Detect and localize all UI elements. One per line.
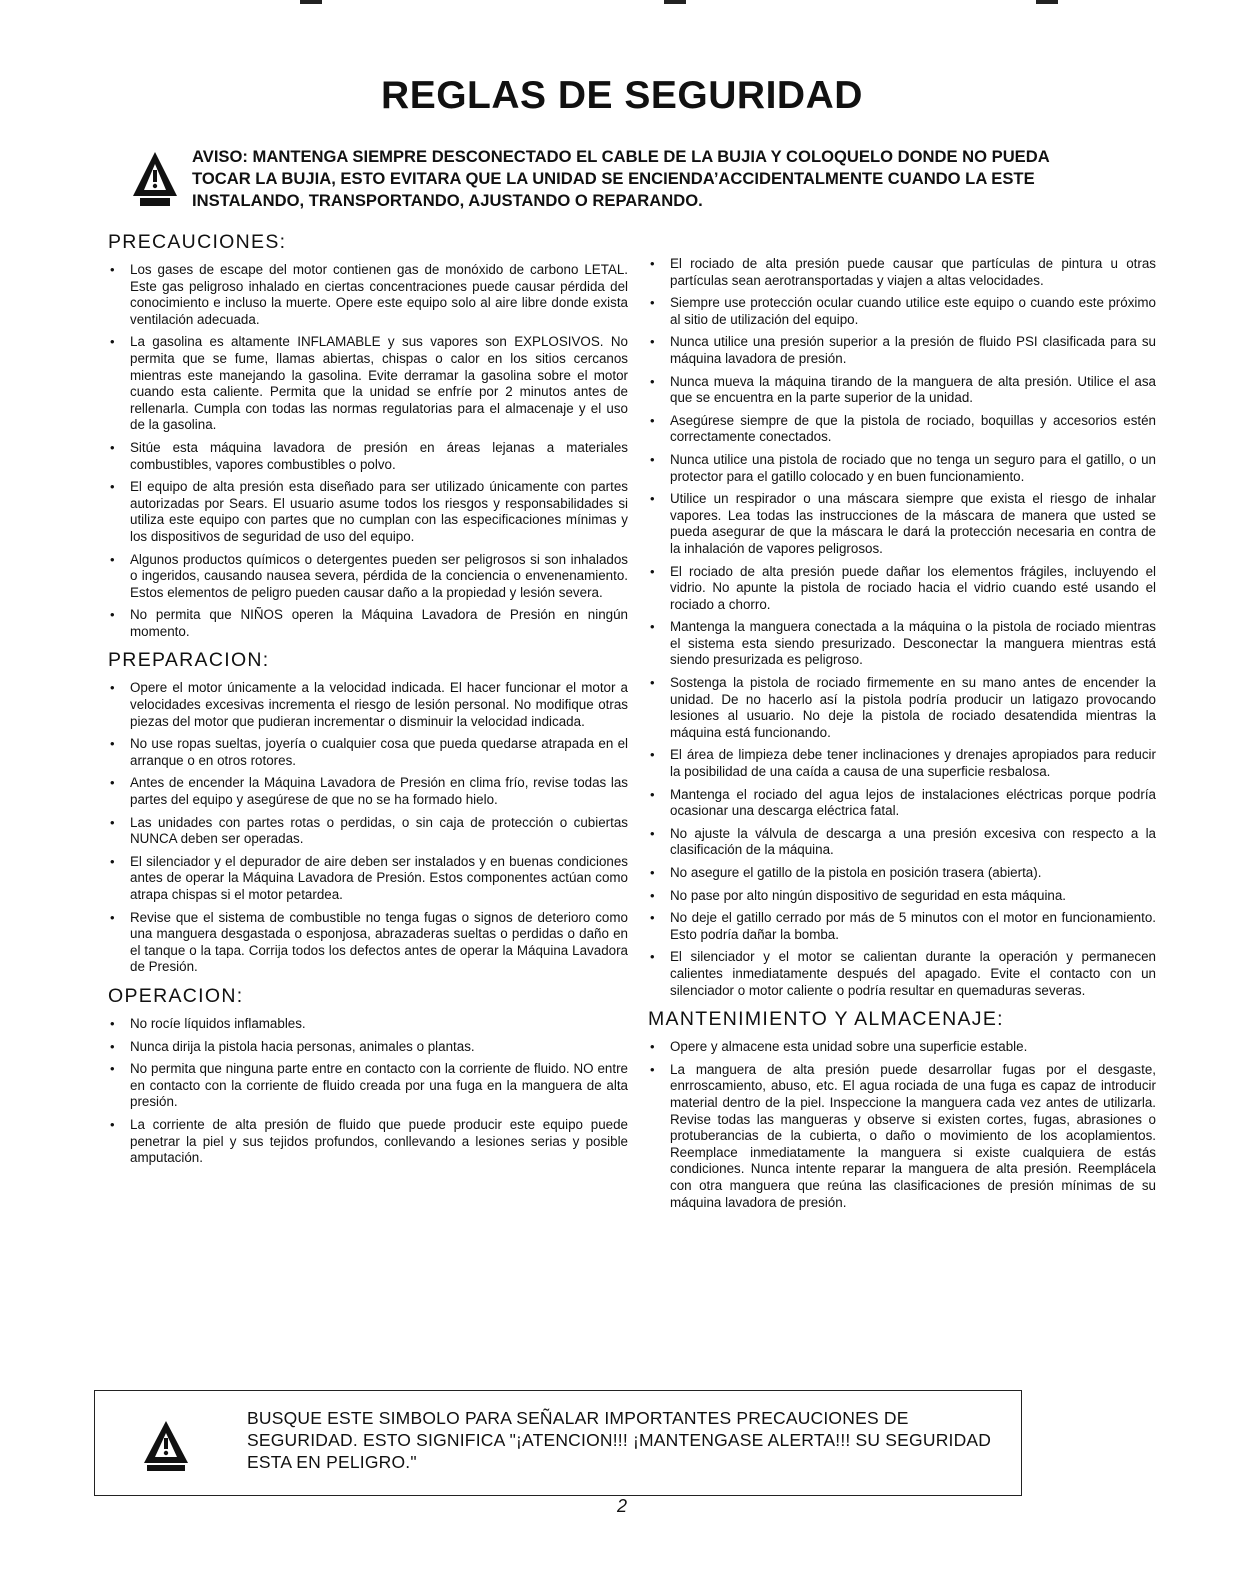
list-item: • Sostenga la pistola de rociado firmemente en su mano antes de encender la unidad. De no hacerlo así la pistola podría producir un latigazo provocando lesiones al usuario. No deje la pistola de rociado desatendida mientras la máquina está funcionando.	[648, 675, 1156, 741]
page-registration-marks	[0, 0, 1244, 10]
list-item: • Las unidades con partes rotas o perdidas, o sin caja de protección o cubiertas NUNCA deben ser operadas.	[108, 815, 628, 848]
list-item: • El área de limpieza debe tener inclinaciones y drenajes apropiados para reducir la posibilidad de una caída a causa de una superficie resbalosa.	[648, 747, 1156, 780]
section-heading: PREPARACION:	[108, 649, 270, 672]
list-item: • Los gases de escape del motor contienen gas de monóxido de carbono LETAL. Este gas peligroso inhalado en ciertas concentraciones puede causar pérdida del conocimiento e incluso la muerte. Opere este equipo solo al aire libre donde exista ventilación adecuada.	[108, 262, 628, 328]
list-item: • No permita que NIÑOS operen la Máquina Lavadora de Presión en ningún momento.	[108, 607, 628, 640]
right-column	[648, 256, 1156, 1219]
list-item: • No pase por alto ningún dispositivo de seguridad en esta máquina.	[648, 888, 1156, 905]
list-item: • Nunca mueva la máquina tirando de la manguera de alta presión. Utilice el asa que se encuentra en la parte superior de la unidad.	[648, 374, 1156, 407]
list-item: • Nunca utilice una pistola de rociado que no tenga un seguro para el gatillo, o un protector para el gatillo colocado y en buen funcionamiento.	[648, 452, 1156, 485]
list-item: • Utilice un respirador o una máscara siempre que exista el riesgo de inhalar vapores. Lea todas las instrucciones de la máscara de manera que usted se pueda asegurar de que la máscara le dará la protección necesaria en contra de la inhalación de vapores peligrosos.	[648, 491, 1156, 557]
section-operacion-cont	[648, 256, 1156, 999]
list-item: • La corriente de alta presión de fluido que puede producir este equipo puede penetrar la piel y sus tejidos profundos, conllevando a lesiones serias y posible amputación.	[108, 1117, 628, 1167]
section-operacion	[108, 984, 628, 1167]
bullet-list	[108, 262, 628, 640]
list-item: • Asegúrese siempre de que la pistola de rociado, boquillas y accesorios estén correctamente conectados.	[648, 413, 1156, 446]
section-mantenimiento	[648, 1007, 1156, 1211]
list-item: • No ajuste la válvula de descarga a una presión excesiva con respecto a la clasificación de la máquina.	[648, 826, 1156, 859]
left-column	[108, 230, 628, 1175]
list-item: • Nunca dirija la pistola hacia personas, animales o plantas.	[108, 1039, 628, 1056]
registration-mark	[1036, 0, 1058, 4]
list-item: • Antes de encender la Máquina Lavadora de Presión en clima frío, revise todas las partes del equipo y asegúrese de que no se ha formado hielo.	[108, 775, 628, 808]
section-heading: OPERACION:	[108, 984, 244, 1007]
bullet-list	[108, 1016, 628, 1167]
list-item: • Mantenga el rociado del agua lejos de instalaciones eléctricas porque podría ocasionar una descarga eléctrica fatal.	[648, 787, 1156, 820]
section-preparacion	[108, 648, 628, 976]
section-heading: PRECAUCIONES:	[108, 231, 287, 253]
list-item: • No permita que ninguna parte entre en contacto con la corriente de fluido. NO entre en contacto con la corriente de fluido creada por una fuga en la manguera de alta presión.	[108, 1061, 628, 1111]
safety-symbol-text: BUSQUE ESTE SIMBOLO PARA SEÑALAR IMPORTANTES PRECAUCIONES DE SEGURIDAD. ESTO SIGNIFICA "¡ATENCION!!! ¡MANTENGASE ALERTA!!! SU SEGURIDAD ESTA EN PELIGRO."	[247, 1408, 992, 1472]
bullet-list	[108, 680, 628, 976]
page-title: REGLAS DE SEGURIDAD	[381, 74, 863, 117]
list-item: • El silenciador y el motor se calientan durante la operación y permanecen calientes inmediatamente después del apagado. Evite el contacto con un silenciador o motor caliente o podría resultar en quemaduras severas.	[648, 949, 1156, 999]
list-item: • Algunos productos químicos o detergentes pueden ser peligrosos si son inhalados o ingeridos, causando nausea severa, pérdida de la conciencia o envenenamiento. Estos elementos de peligro pueden causar daño a la propiedad y lesión severa.	[108, 552, 628, 602]
page-number: 2	[616, 1496, 627, 1516]
list-item: • No rocíe líquidos inflamables.	[108, 1016, 628, 1033]
safety-symbol-notice	[94, 1390, 1022, 1496]
list-item: • Nunca utilice una presión superior a la presión de fluido PSI clasificada para su máquina lavadora de presión.	[648, 334, 1156, 367]
list-item: • Sitúe esta máquina lavadora de presión en áreas lejanas a materiales combustibles, vapores combustibles o polvo.	[108, 440, 628, 473]
registration-mark	[300, 0, 322, 4]
list-item: • No asegure el gatillo de la pistola en posición trasera (abierta).	[648, 865, 1156, 882]
list-item: • La gasolina es altamente INFLAMABLE y sus vapores son EXPLOSIVOS. No permita que se fume, llamas abiertas, chispas o calor en los sitios cercanos mientras este manejando la gasolina. Evite derramar la gasolina sobre el motor cuando esta caliente. Permita que la unidad se enfríe por 2 minutos antes de rellenarla. Cumpla con todas las normas regulatorias para el almacenaje y el uso de la gasolina.	[108, 334, 628, 434]
list-item: • El silenciador y el depurador de aire deben ser instalados y en buenas condiciones antes de operar la Máquina Lavadora de Presión. Estos componentes actúan como atrapa chispas si el motor petardea.	[108, 854, 628, 904]
bullet-list	[648, 1039, 1156, 1211]
list-item: • El rociado de alta presión puede causar que partículas de pintura u otras partículas sean aerotransportadas y viajen a altas velocidades.	[648, 256, 1156, 289]
warning-triangle-icon	[143, 1419, 189, 1473]
section-precauciones	[108, 230, 628, 640]
list-item: • Opere y almacene esta unidad sobre una superficie estable.	[648, 1039, 1156, 1056]
list-item: • Siempre use protección ocular cuando utilice este equipo o cuando este próximo al sitio de utilización del equipo.	[648, 295, 1156, 328]
list-item: • Opere el motor únicamente a la velocidad indicada. El hacer funcionar el motor a velocidades excesivas incrementa el riesgo de lesión personal. No modifique otras piezas del motor que pudieran incrementar o disminuir la velocidad indicada.	[108, 680, 628, 730]
list-item: • El equipo de alta presión esta diseñado para ser utilizado únicamente con partes autorizadas por Sears. El usuario asume todos los riesgos y responsabilidades si utiliza este equipo con partes que no cumplan con las especificaciones mínimas y los dispositivos de seguridad de uso del equipo.	[108, 479, 628, 545]
list-item: • Mantenga la manguera conectada a la máquina o la pistola de rociado mientras el sistema esta siendo presurizado. Desconectar la manguera mientras está siendo presurizada es peligroso.	[648, 619, 1156, 669]
list-item: • No deje el gatillo cerrado por más de 5 minutos con el motor en funcionamiento. Esto podría dañar la bomba.	[648, 910, 1156, 943]
list-item: • Revise que el sistema de combustible no tenga fugas o signos de deterioro como una manguera desgastada o esponjosa, abrazaderas sueltas o perdidas o daño en el tanque o la tapa. Corrija todos los defectos antes de operar la Máquina Lavadora de Presión.	[108, 910, 628, 976]
registration-mark	[664, 0, 686, 4]
bullet-list	[648, 256, 1156, 999]
list-item: • La manguera de alta presión puede desarrollar fugas por el desgaste, enrroscamiento, abuso, etc. El agua rociada de una fuga es capaz de introducir material dentro de la piel. Inspeccione la manguera cada vez antes de utilizarla. Revise todas las mangueras y observe si existen cortes, fugas, abrasiones o protuberancias de la cubierta, o daño o movimiento de los acoplamientos. Reemplace inmediatamente la manguera si existe cualquiera de estás condiciones. Nunca intente reparar la manguera de alta presión. Reemplácela con otra manguera que reúna las clasificaciones de presión mínimas de su máquina lavadora de presión.	[648, 1062, 1156, 1211]
section-heading: MANTENIMIENTO Y ALMACENAJE:	[648, 1008, 1004, 1031]
warning-notice	[132, 146, 1112, 212]
warning-text: AVISO: MANTENGA SIEMPRE DESCONECTADO EL CABLE DE LA BUJIA Y COLOQUELO DONDE NO PUEDA TOCAR LA BUJIA, ESTO EVITARA QUE LA UNIDAD SE ENCIENDA’ACCIDENTALMENTE CUANDO LA ESTE INSTALANDO, TRANSPORTANDO, AJUSTANDO O REPARANDO.	[192, 147, 1050, 210]
list-item: • No use ropas sueltas, joyería o cualquier cosa que pueda quedarse atrapada en el arranque o en otros rotores.	[108, 736, 628, 769]
list-item: • El rociado de alta presión puede dañar los elementos frágiles, incluyendo el vidrio. No apunte la pistola de rociado hacia el vidrio cuando esté usando el rociado a chorro.	[648, 564, 1156, 614]
warning-triangle-icon	[132, 150, 178, 212]
